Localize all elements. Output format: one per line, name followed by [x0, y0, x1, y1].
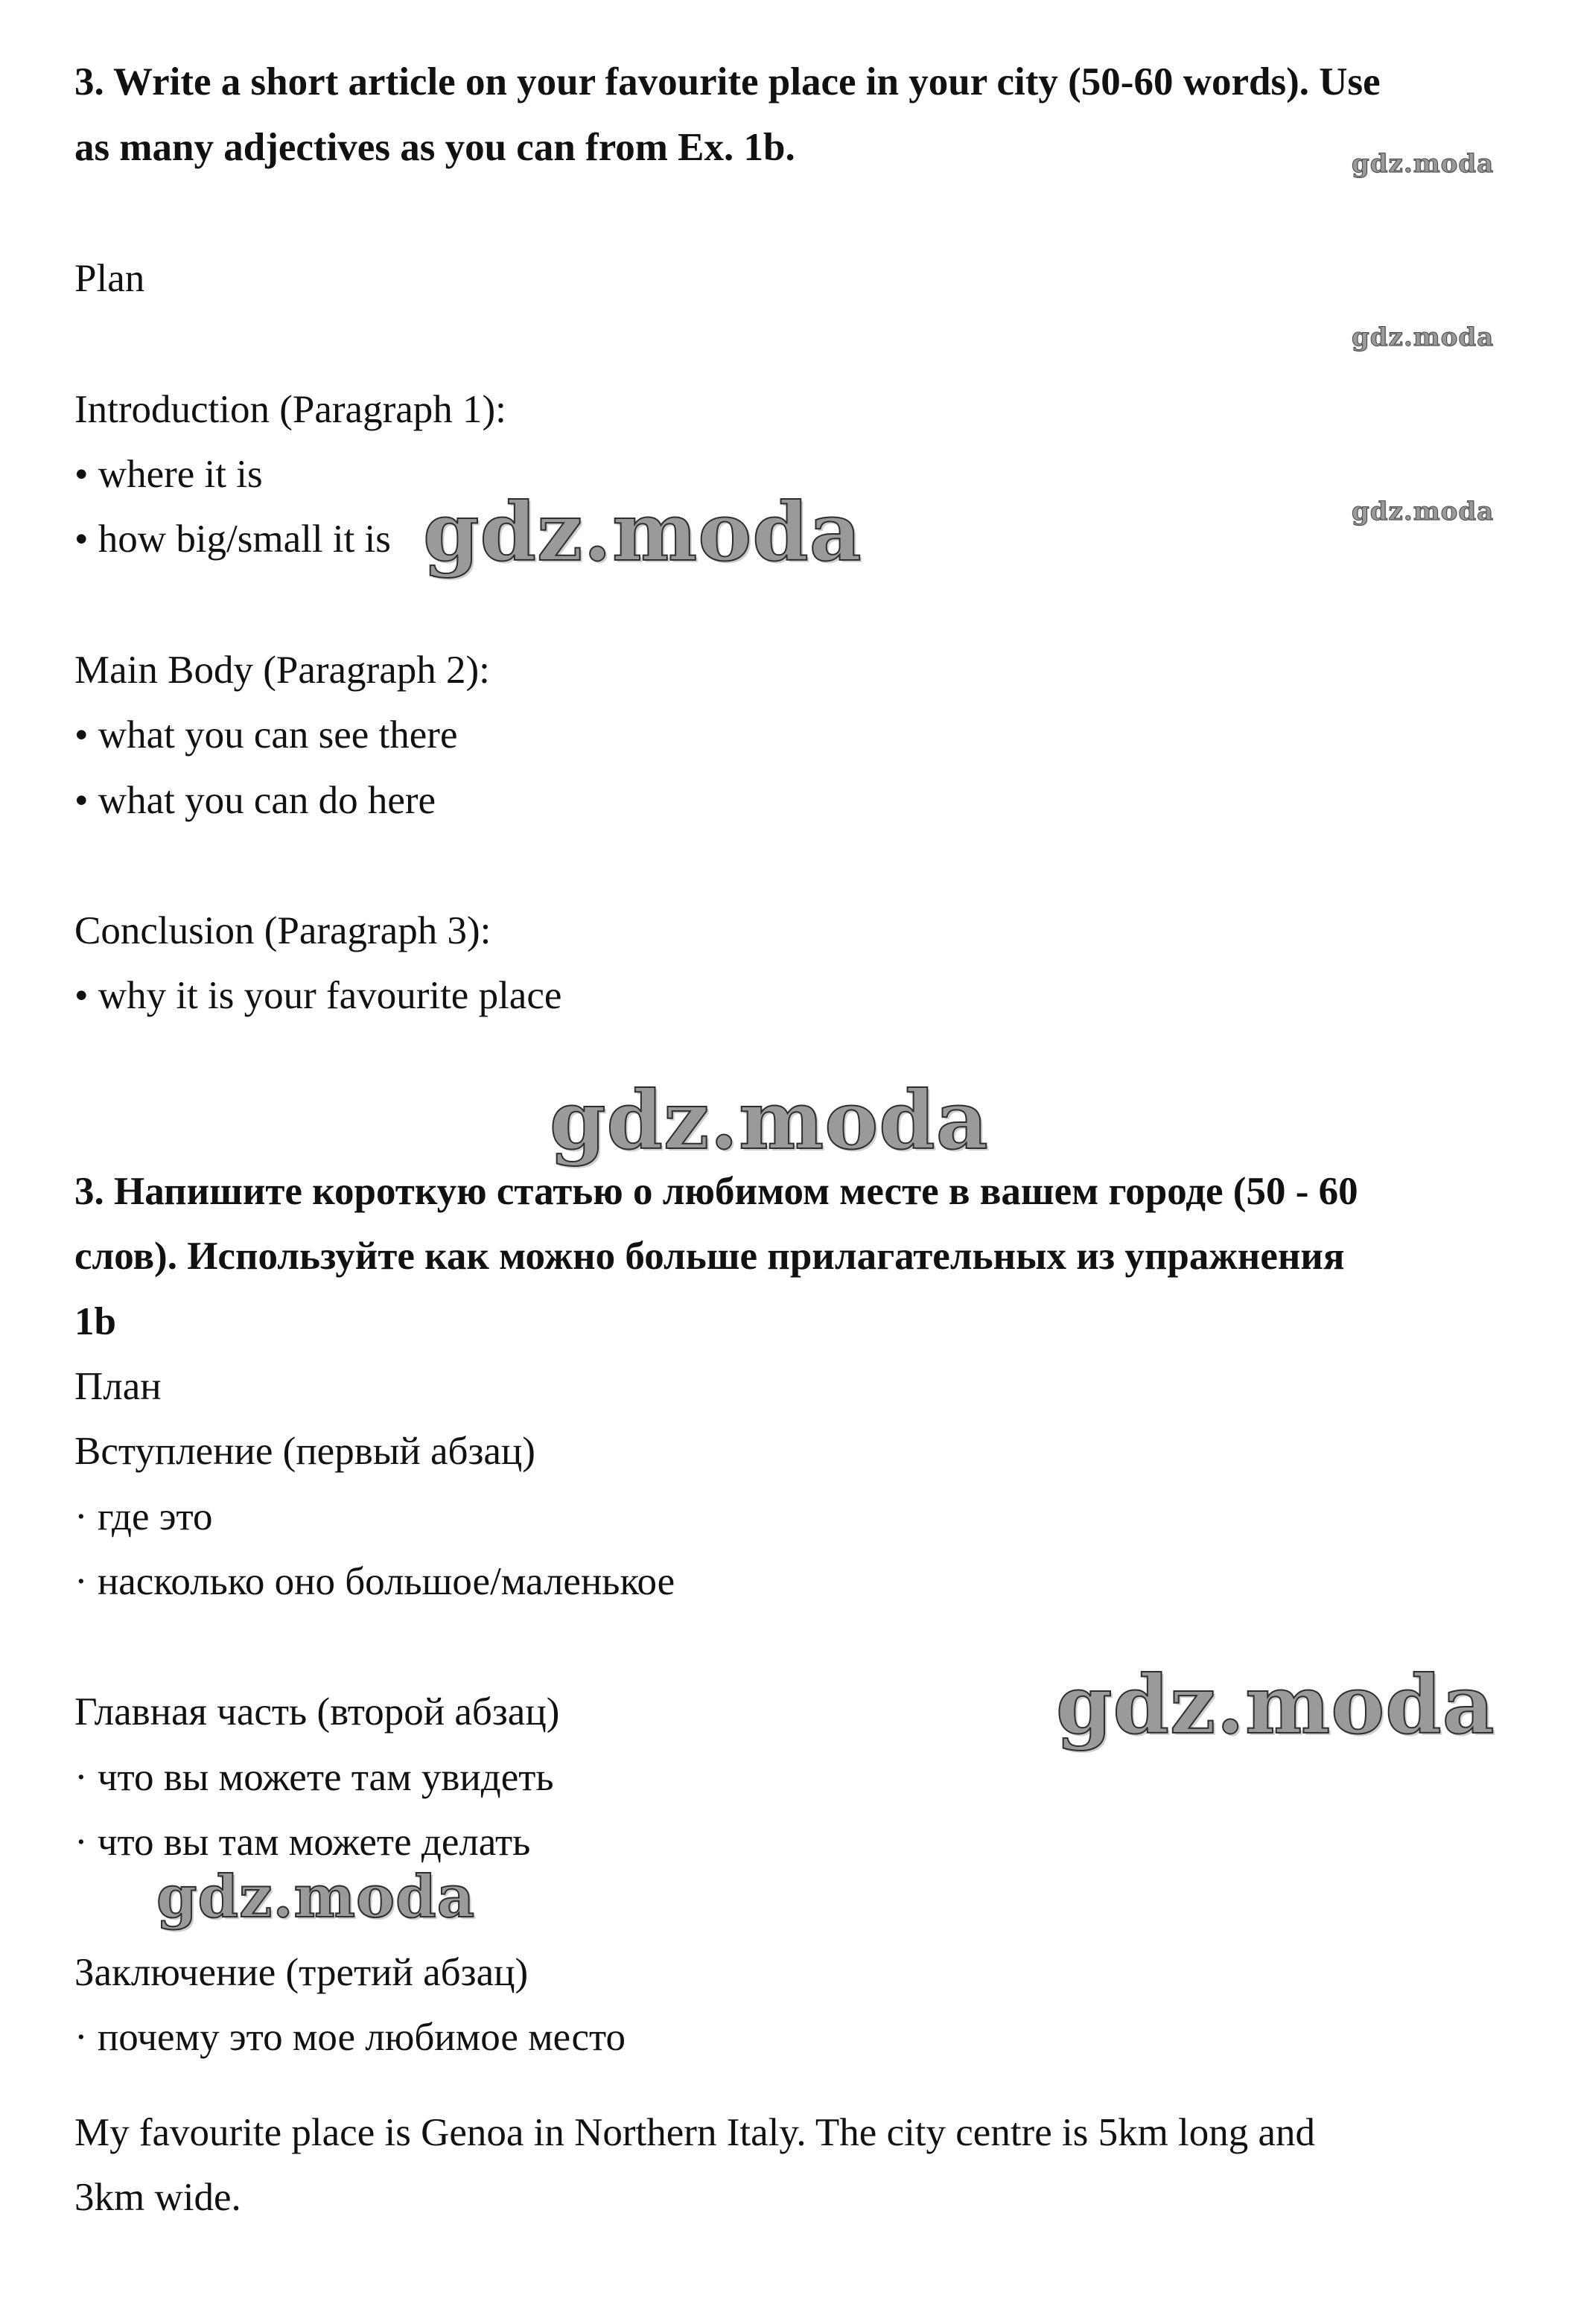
watermark-logo: gdz.moda [1056, 1658, 1495, 1752]
ru-body-item: · что вы там можете делать [74, 1821, 531, 1864]
body-item: • what you can do here [74, 779, 436, 822]
intro-heading: Introduction (Paragraph 1): [74, 388, 506, 431]
ru-task-title-line-1: 3. Напишите короткую статью о любимом месте в вашем городе (50 - 60 [74, 1170, 1358, 1213]
watermark-logo: gdz.moda [550, 1074, 989, 1168]
answer-line-2: 3km wide. [74, 2176, 241, 2219]
watermark-logo: gdz.moda [1352, 149, 1495, 179]
ru-intro-item: · насколько оно большое/маленькое [74, 1560, 675, 1603]
ru-task-title-line-3: 1b [74, 1300, 116, 1343]
answer-line-1: My favourite place is Genoa in Northern Italy. The city centre is 5km long and [74, 2111, 1316, 2154]
ru-body-heading: Главная часть (второй абзац) [74, 1690, 560, 1734]
watermark-logo: gdz.moda [1352, 322, 1495, 352]
ru-conclusion-item: · почему это мое любимое место [74, 2016, 626, 2059]
watermark-logo: gdz.moda [156, 1863, 476, 1931]
ru-conclusion-heading: Заключение (третий абзац) [74, 1951, 529, 1994]
ru-task-title-line-2: слов). Используйте как можно больше прилагательных из упражнения [74, 1235, 1345, 1278]
ru-intro-item: · где это [74, 1495, 213, 1538]
ru-plan-heading: План [74, 1365, 162, 1408]
ru-intro-heading: Вступление (первый абзац) [74, 1430, 535, 1473]
watermark-logo: gdz.moda [1352, 497, 1495, 526]
body-heading: Main Body (Paragraph 2): [74, 649, 490, 692]
watermark-logo: gdz.moda [423, 486, 862, 579]
plan-heading: Plan [74, 257, 145, 300]
intro-item: • how big/small it is [74, 518, 391, 561]
conclusion-heading: Conclusion (Paragraph 3): [74, 909, 491, 952]
ru-body-item: · что вы можете там увидеть [74, 1756, 554, 1799]
task-title-line-2: as many adjectives as you can from Ex. 1b. [74, 126, 795, 169]
task-title-line-1: 3. Write a short article on your favourite place in your city (50-60 words). Use [74, 60, 1381, 104]
body-item: • what you can see there [74, 713, 458, 757]
intro-item: • where it is [74, 453, 263, 496]
conclusion-item: • why it is your favourite place [74, 974, 562, 1017]
